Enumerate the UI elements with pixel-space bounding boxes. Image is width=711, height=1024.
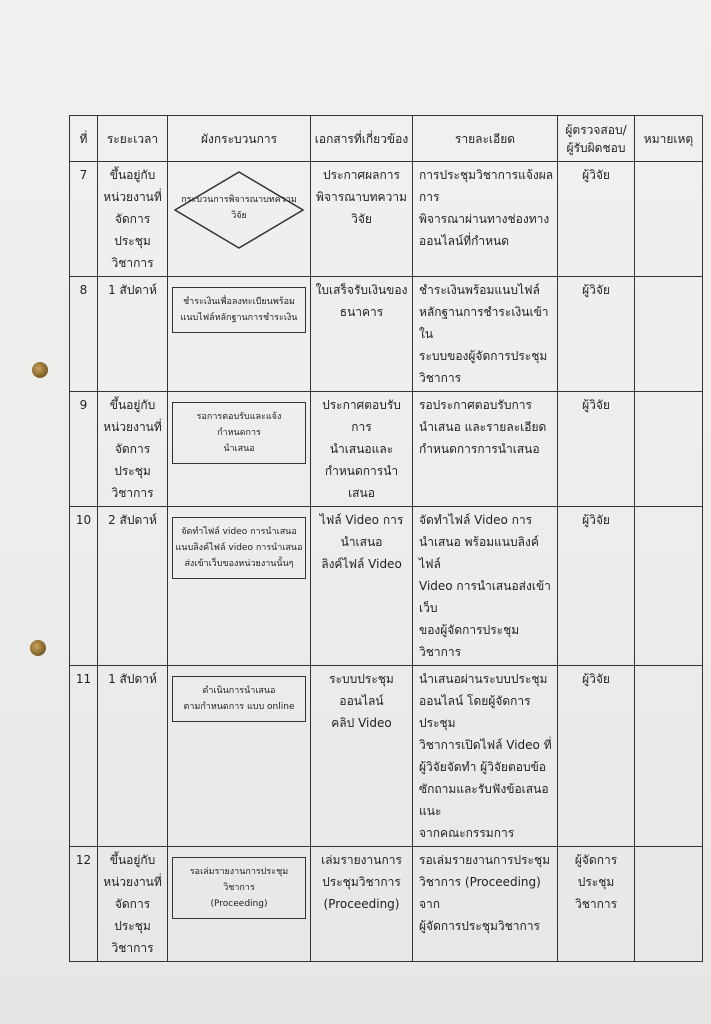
table-row [70,277,703,392]
row-duration [98,277,168,392]
row-documents-text: ไฟล์ Video การ นำเสนอ ลิงค์ไฟล์ Video [319,513,404,571]
row-documents-text: ประกาศผลการ พิจารณาบทความ วิจัย [316,168,407,226]
row-details [413,162,558,277]
row-responsible-text: ผู้วิจัย [582,398,610,412]
row-responsible [558,162,635,277]
table-row [70,507,703,666]
row-documents [311,277,413,392]
row-process [168,666,311,847]
process-step-box: รอเล่มรายงานการประชุมวิชาการ (Proceeding) [172,857,306,919]
process-step-box: รอการตอบรับและแจ้งกำหนดการ นำเสนอ [172,402,306,464]
row-duration [98,392,168,507]
row-details-text: ชำระเงินพร้อมแนบไฟล์ หลักฐานการชำระเงินเข้าใน ระบบของผู้จัดการประชุม วิชาการ [419,283,549,385]
row-process [168,392,311,507]
col-header-documents: เอกสารที่เกี่ยวข้อง [311,116,413,162]
row-number [70,162,98,277]
row-details-text: จัดทำไฟล์ Video การ นำเสนอ พร้อมแนบลิงค์ไฟล์ Video การนำเสนอส่งเข้าเว็บ ของผู้จัดการประชุมวิชาการ [419,513,551,659]
row-process [168,162,311,277]
row-process [168,277,311,392]
row-duration-text: 1 สัปดาห์ [108,672,157,686]
row-note [635,392,703,507]
row-details [413,392,558,507]
process-step-box: ชำระเงินเพื่อลงทะเบียนพร้อม แนบไฟล์หลักฐานการชำระเงิน [172,287,306,333]
row-note [635,666,703,847]
row-documents-text: เล่มรายงานการ ประชุมวิชาการ (Proceeding) [321,853,402,911]
table-row [70,666,703,847]
row-details [413,847,558,962]
row-responsible-text: ผู้วิจัย [582,283,610,297]
row-details-text: นำเสนอผ่านระบบประชุม ออนไลน์ โดยผู้จัดการประชุม วิชาการเปิดไฟล์ Video ที่ ผู้วิจัยจัดทำ ผู้วิจัยตอบข้อ ซักถามและรับฟังข้อเสนอแนะ จากคณะกรรมการ [419,672,552,840]
col-header-responsible: ผู้ตรวจสอบ/ ผู้รับผิดชอบ [558,116,635,162]
col-header-process: ผังกระบวนการ [168,116,311,162]
punch-hole-bottom [30,640,46,656]
row-number [70,666,98,847]
row-number [70,392,98,507]
row-documents-text: ระบบประชุม ออนไลน์ คลิป Video [329,672,394,730]
row-details [413,277,558,392]
row-number-text: 8 [79,283,88,297]
row-duration [98,507,168,666]
row-duration [98,162,168,277]
row-details [413,666,558,847]
row-number-text: 7 [79,168,88,182]
row-responsible [558,277,635,392]
row-documents-text: ประกาศตอบรับการ นำเสนอและ กำหนดการนำเสนอ [322,398,401,500]
row-number [70,507,98,666]
row-details-text: รอประกาศตอบรับการ นำเสนอ และรายละเอียด กำหนดการการนำเสนอ [419,398,547,456]
row-details-text: การประชุมวิชาการแจ้งผลการ พิจารณาผ่านทางช่องทาง ออนไลน์ที่กำหนด [419,168,554,248]
row-documents [311,666,413,847]
row-duration-text: ขึ้นอยู่กับ หน่วยงานที่ จัดการ ประชุม วิชาการ [103,853,162,955]
table-row [70,162,703,277]
col-header-details: รายละเอียด [413,116,558,162]
row-responsible-text: ผู้วิจัย [582,168,610,182]
row-number [70,277,98,392]
row-responsible [558,847,635,962]
row-responsible-text: ผู้จัดการ ประชุม วิชาการ [574,853,618,911]
row-process [168,847,311,962]
table-row [70,847,703,962]
row-documents [311,392,413,507]
row-duration [98,666,168,847]
row-responsible [558,666,635,847]
row-details-text: รอเล่มรายงานการประชุม วิชาการ (Proceeding) จาก ผู้จัดการประชุมวิชาการ [419,853,551,933]
row-responsible [558,392,635,507]
row-note [635,847,703,962]
process-step-box: จัดทำไฟล์ video การนำเสนอ แนบลิงค์ไฟล์ video การนำเสนอ ส่งเข้าเว็บของหน่วยงานนั้นๆ [172,517,306,579]
row-number [70,847,98,962]
punch-hole-top [32,362,48,378]
row-duration-text: ขึ้นอยู่กับ หน่วยงานที่ จัดการ ประชุม วิชาการ [103,398,162,500]
col-header-no: ที่ [70,116,98,162]
row-number-text: 11 [75,672,92,686]
row-note [635,507,703,666]
row-number-text: 9 [79,398,88,412]
process-step-label: กระบวนการพิจารณาบทความ วิจัย [181,195,297,221]
row-note [635,277,703,392]
row-responsible-text: ผู้วิจัย [582,672,610,686]
row-process [168,507,311,666]
row-documents-text: ใบเสร็จรับเงินของ ธนาคาร [315,283,408,319]
col-header-note: หมายเหตุ [635,116,703,162]
process-step-box: ดำเนินการนำเสนอ ตามกำหนดการ แบบ online [172,676,306,722]
row-documents [311,847,413,962]
row-responsible-text: ผู้วิจัย [582,513,610,527]
row-duration-text: ขึ้นอยู่กับ หน่วยงานที่ จัดการ ประชุม วิชาการ [103,168,162,270]
row-number-text: 10 [75,513,92,527]
process-table [69,115,703,962]
row-details [413,507,558,666]
row-number-text: 12 [75,853,92,867]
row-documents [311,162,413,277]
row-duration-text: 2 สัปดาห์ [108,513,157,527]
process-diamond [171,164,307,256]
row-note [635,162,703,277]
header-row [70,116,703,162]
row-duration-text: 1 สัปดาห์ [108,283,157,297]
col-header-duration: ระยะเวลา [98,116,168,162]
row-documents [311,507,413,666]
row-duration [98,847,168,962]
table-row [70,392,703,507]
row-responsible [558,507,635,666]
